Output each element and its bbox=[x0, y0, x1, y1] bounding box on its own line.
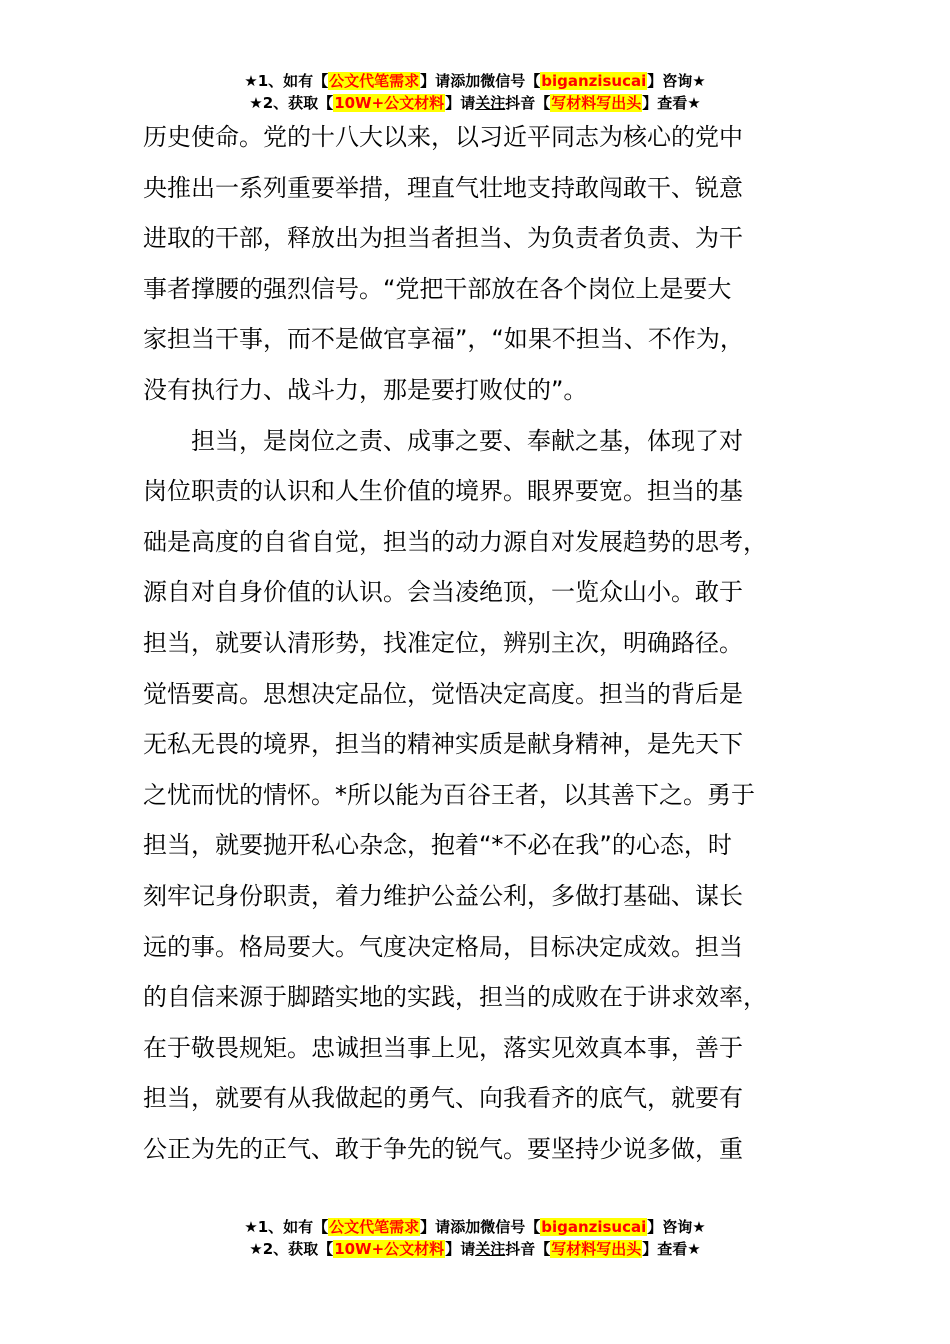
body-line: 央推出一系列重要举措，理直气壮地支持敢闯敢干、锐意 bbox=[143, 173, 743, 202]
footer-banner bbox=[0, 1216, 950, 1260]
body-line: 担当，就要有从我做起的勇气、向我看齐的底气，就要有 bbox=[143, 1084, 743, 1113]
body-line: 远的事。格局要大。气度决定格局，目标决定成效。担当 bbox=[143, 932, 743, 961]
banner-emphasis: 关注 bbox=[475, 1240, 506, 1258]
body-line: 础是高度的自省自觉，担当的动力源自对发展趋势的思考， bbox=[143, 527, 767, 556]
banner-line-2 bbox=[0, 1238, 950, 1260]
banner-emphasis: 关注 bbox=[475, 94, 506, 112]
banner-text: 抖音【 bbox=[505, 1240, 551, 1258]
body-line: 进取的干部，释放出为担当者担当、为负责者负责、为干 bbox=[143, 224, 743, 253]
highlight-wechat-id: biganzisucai bbox=[541, 72, 647, 90]
banner-text: 】请 bbox=[445, 94, 476, 112]
banner-text: ★2、获取【 bbox=[249, 1240, 334, 1258]
body-line: 岗位职责的认识和人生价值的境界。眼界要宽。担当的基 bbox=[143, 477, 743, 506]
header-banner bbox=[0, 70, 950, 114]
banner-text: 抖音【 bbox=[505, 94, 551, 112]
body-line: 没有执行力、战斗力，那是要打败仗的”。 bbox=[143, 375, 588, 404]
banner-text: 】查看★ bbox=[642, 1240, 701, 1258]
banner-emphasis: 添加 bbox=[450, 1218, 481, 1236]
banner-text: 】请 bbox=[445, 1240, 476, 1258]
body-line: 无私无畏的境界，担当的精神实质是献身精神，是先天下 bbox=[143, 730, 743, 759]
banner-text: 】查看★ bbox=[642, 94, 701, 112]
banner-text: 】咨询★ bbox=[647, 72, 706, 90]
banner-text: 微信号【 bbox=[480, 72, 541, 90]
body-line: 事者撑腰的强烈信号。“党把干部放在各个岗位上是要大 bbox=[143, 274, 732, 303]
banner-emphasis: 添加 bbox=[450, 72, 481, 90]
highlight-materials: 10W+公文材料 bbox=[334, 1240, 445, 1258]
banner-text: 】请 bbox=[420, 72, 451, 90]
banner-text: 微信号【 bbox=[480, 1218, 541, 1236]
banner-line-1 bbox=[0, 70, 950, 92]
banner-text: 】请 bbox=[420, 1218, 451, 1236]
banner-line-1 bbox=[0, 1216, 950, 1238]
body-line: 历史使命。党的十八大以来，以习近平同志为核心的党中 bbox=[143, 123, 743, 151]
banner-text: ★1、如有【 bbox=[244, 1218, 329, 1236]
body-line: 源自对自身价值的认识。会当凌绝顶，一览众山小。敢于 bbox=[143, 578, 743, 607]
highlight-materials: 10W+公文材料 bbox=[334, 94, 445, 112]
highlight-wechat-id: biganzisucai bbox=[541, 1218, 647, 1236]
body-line: 公正为先的正气、敢于争先的锐气。要坚持少说多做，重 bbox=[143, 1134, 743, 1163]
highlight-douyin-account: 写材料写出头 bbox=[551, 94, 642, 112]
body-line: 的自信来源于脚踏实地的实践，担当的成败在于讲求效率， bbox=[143, 983, 767, 1012]
highlight-service: 公文代笔需求 bbox=[329, 1218, 420, 1236]
highlight-douyin-account: 写材料写出头 bbox=[551, 1240, 642, 1258]
body-line: 觉悟要高。思想决定品位，觉悟决定高度。担当的背后是 bbox=[143, 679, 743, 708]
banner-line-2 bbox=[0, 92, 950, 114]
body-line: 在于敬畏规矩。忠诚担当事上见，落实见效真本事，善于 bbox=[143, 1033, 743, 1062]
body-line: 之忧而忧的情怀。*所以能为百谷王者，以其善下之。勇于 bbox=[143, 780, 755, 809]
banner-text: 】咨询★ bbox=[647, 1218, 706, 1236]
document-body bbox=[143, 112, 823, 1174]
body-line: 刻牢记身份职责，着力维护公益公利，多做打基础、谋长 bbox=[143, 881, 743, 910]
banner-text: ★2、获取【 bbox=[249, 94, 334, 112]
body-line: 家担当干事，而不是做官享福”，“如果不担当、不作为， bbox=[143, 325, 744, 354]
banner-text: ★1、如有【 bbox=[244, 72, 329, 90]
body-line: 担当，就要抛开私心杂念，抱着“*不必在我”的心态，时 bbox=[143, 831, 732, 860]
highlight-service: 公文代笔需求 bbox=[329, 72, 420, 90]
body-line: 担当，是岗位之责、成事之要、奉献之基，体现了对 bbox=[143, 426, 743, 455]
body-line: 担当，就要认清形势，找准定位，辨别主次，明确路径。 bbox=[143, 628, 743, 657]
